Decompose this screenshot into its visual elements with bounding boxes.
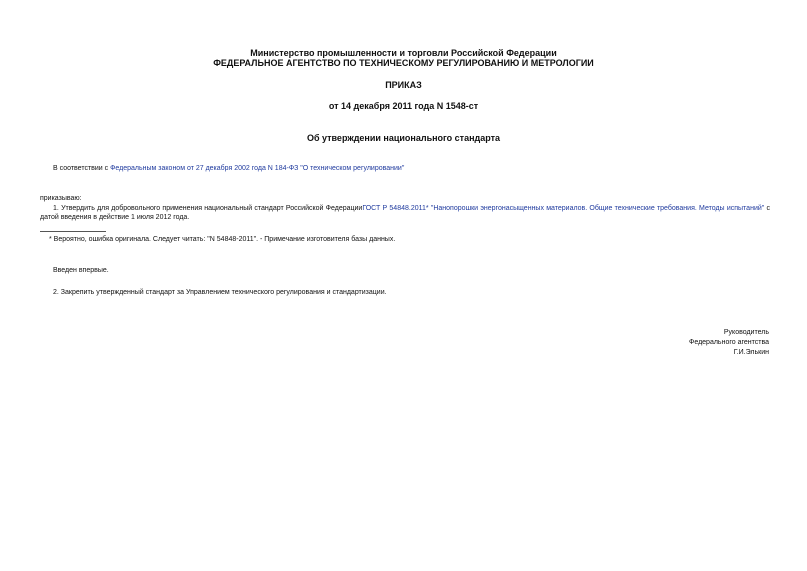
preamble: [53, 164, 404, 173]
order-item-2: 2. Закрепить утвержденный стандарт за Управлением технического регулирования и стандартизации.: [53, 289, 387, 296]
introduced-note: Введен впервые.: [53, 267, 109, 274]
agency-title: ФЕДЕРАЛЬНОЕ АГЕНТСТВО ПО ТЕХНИЧЕСКОМУ РЕГУЛИРОВАНИЮ И МЕТРОЛОГИИ: [213, 58, 594, 68]
footnote-divider: [40, 231, 106, 232]
federal-law-link[interactable]: Федеральным законом от 27 декабря 2002 года N 184-ФЗ "О техническом регулировании": [110, 165, 405, 172]
order-subject: Об утверждении национального стандарта: [306, 133, 501, 143]
preamble-prefix: В соответствии с: [53, 165, 111, 172]
order-date-number: от 14 декабря 2011 года N 1548-ст: [328, 101, 479, 111]
item1-prefix: 1. Утвердить для добровольного применения национальный стандарт Российской Федерации: [53, 205, 363, 212]
signatory-name: Г.И.Элькин: [733, 349, 769, 356]
order-item-1: [40, 204, 770, 222]
document-type: ПРИКАЗ: [385, 80, 422, 90]
signatory-position-line1: Руководитель: [723, 329, 769, 336]
gost-standard-link[interactable]: ГОСТ Р 54848.2011* "Нанопорошки энергонасыщенных материалов. Общие технические требования. Методы испытаний": [362, 205, 765, 212]
item1-suffix: с датой введения в действие 1 июля 2012 года.: [40, 205, 770, 221]
footnote: * Вероятно, ошибка оригинала. Следует читать: "N 54848-2011". - Примечание изготовителя базы данных.: [49, 236, 396, 243]
ministry-title: Министерство промышленности и торговли Российской Федерации: [250, 48, 557, 58]
order-word: приказываю:: [40, 195, 82, 202]
signatory-position-line2: Федерального агентства: [689, 339, 769, 346]
